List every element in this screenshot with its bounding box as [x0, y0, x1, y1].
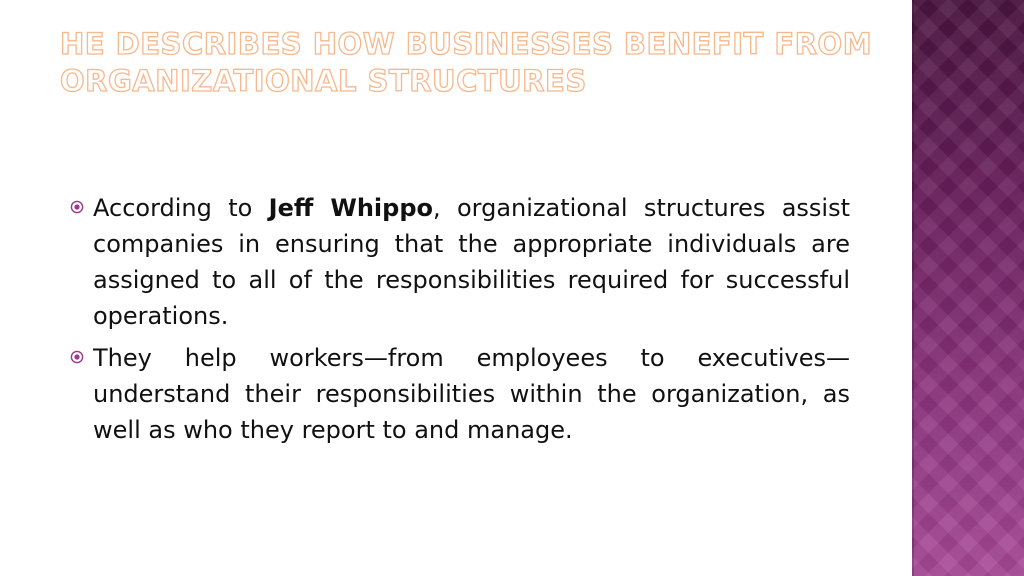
- bullet-item-1: [70, 190, 850, 334]
- bullet-list: [70, 190, 850, 454]
- side-band-edge: [912, 0, 914, 576]
- bullet-text: According to Jeff Whippo, organizational structures assist companies in ensuring that the appropriate individuals are assigned to all of the responsibilities required for successful operations.: [93, 194, 850, 330]
- decorative-side-band: [912, 0, 1024, 576]
- circled-dot-icon: [70, 350, 84, 364]
- author-name: Jeff Whippo: [268, 194, 434, 222]
- bullet-text: They help workers—from employees to executives—understand their responsibilities within the organization, as well as who they report to and manage.: [93, 344, 850, 444]
- circled-dot-icon: [70, 200, 84, 214]
- slide-title: HE DESCRIBES HOW BUSINESSES BENEFIT FROM ORGANIZATIONAL STRUCTURES: [60, 27, 873, 98]
- bullet-item-2: [70, 340, 850, 448]
